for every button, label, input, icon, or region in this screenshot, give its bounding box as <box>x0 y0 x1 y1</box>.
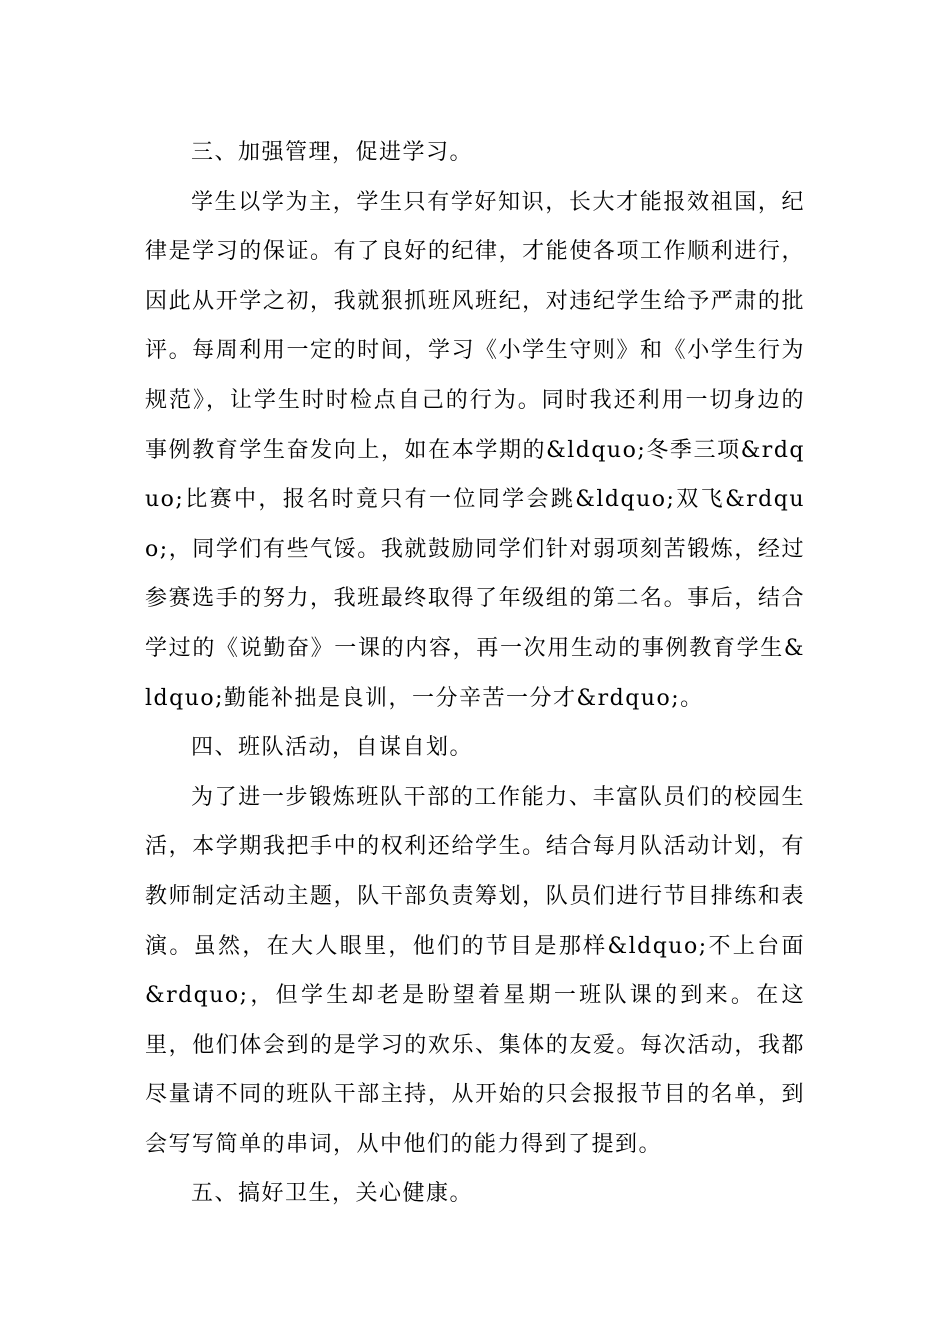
document-body <box>145 128 805 1219</box>
section-4-paragraph: 为了进一步锻炼班队干部的工作能力、丰富队员们的校园生活，本学期我把手中的权利还给学生。结合每月队活动计划，有教师制定活动主题，队干部负责筹划，队员们进行节目排练和表演。虽然，在大人眼里，他们的节目是那样&ldquo;不上台面&rdquo;，但学生却老是盼望着星期一班队课的到来。在这里，他们体会到的是学习的欢乐、集体的友爱。每次活动，我都尽量请不同的班队干部主持，从开始的只会报报节目的名单，到会写写简单的串词，从中他们的能力得到了提到。 <box>145 784 805 1157</box>
section-heading-3: 三、加强管理，促进学习。 <box>191 140 474 165</box>
section-heading-4: 四、班队活动，自谋自划。 <box>191 735 474 761</box>
section-heading-5: 五、搞好卫生，关心健康。 <box>191 1181 474 1207</box>
section-3-paragraph: 学生以学为主，学生只有学好知识，长大才能报效祖国，纪律是学习的保证。有了良好的纪律，才能使各项工作顺利进行，因此从开学之初，我就狠抓班风班纪，对违纪学生给予严肃的批评。每周利用一定的时间，学习《小学生守则》和《小学生行为规范》，让学生时时检点自己的行为。同时我还利用一切身边的事例教育学生奋发向上，如在本学期的&ldquo;冬季三项&rdquo;比赛中，报名时竟只有一位同学会跳&ldquo;双飞&rdquo;，同学们有些气馁。我就鼓励同学们针对弱项刻苦锻炼，经过参赛选手的努力，我班最终取得了年级组的第二名。事后，结合学过的《说勤奋》一课的内容，再一次用生动的事例教育学生&ldquo;勤能补拙是良训，一分辛苦一分才&rdquo;。 <box>145 189 805 711</box>
